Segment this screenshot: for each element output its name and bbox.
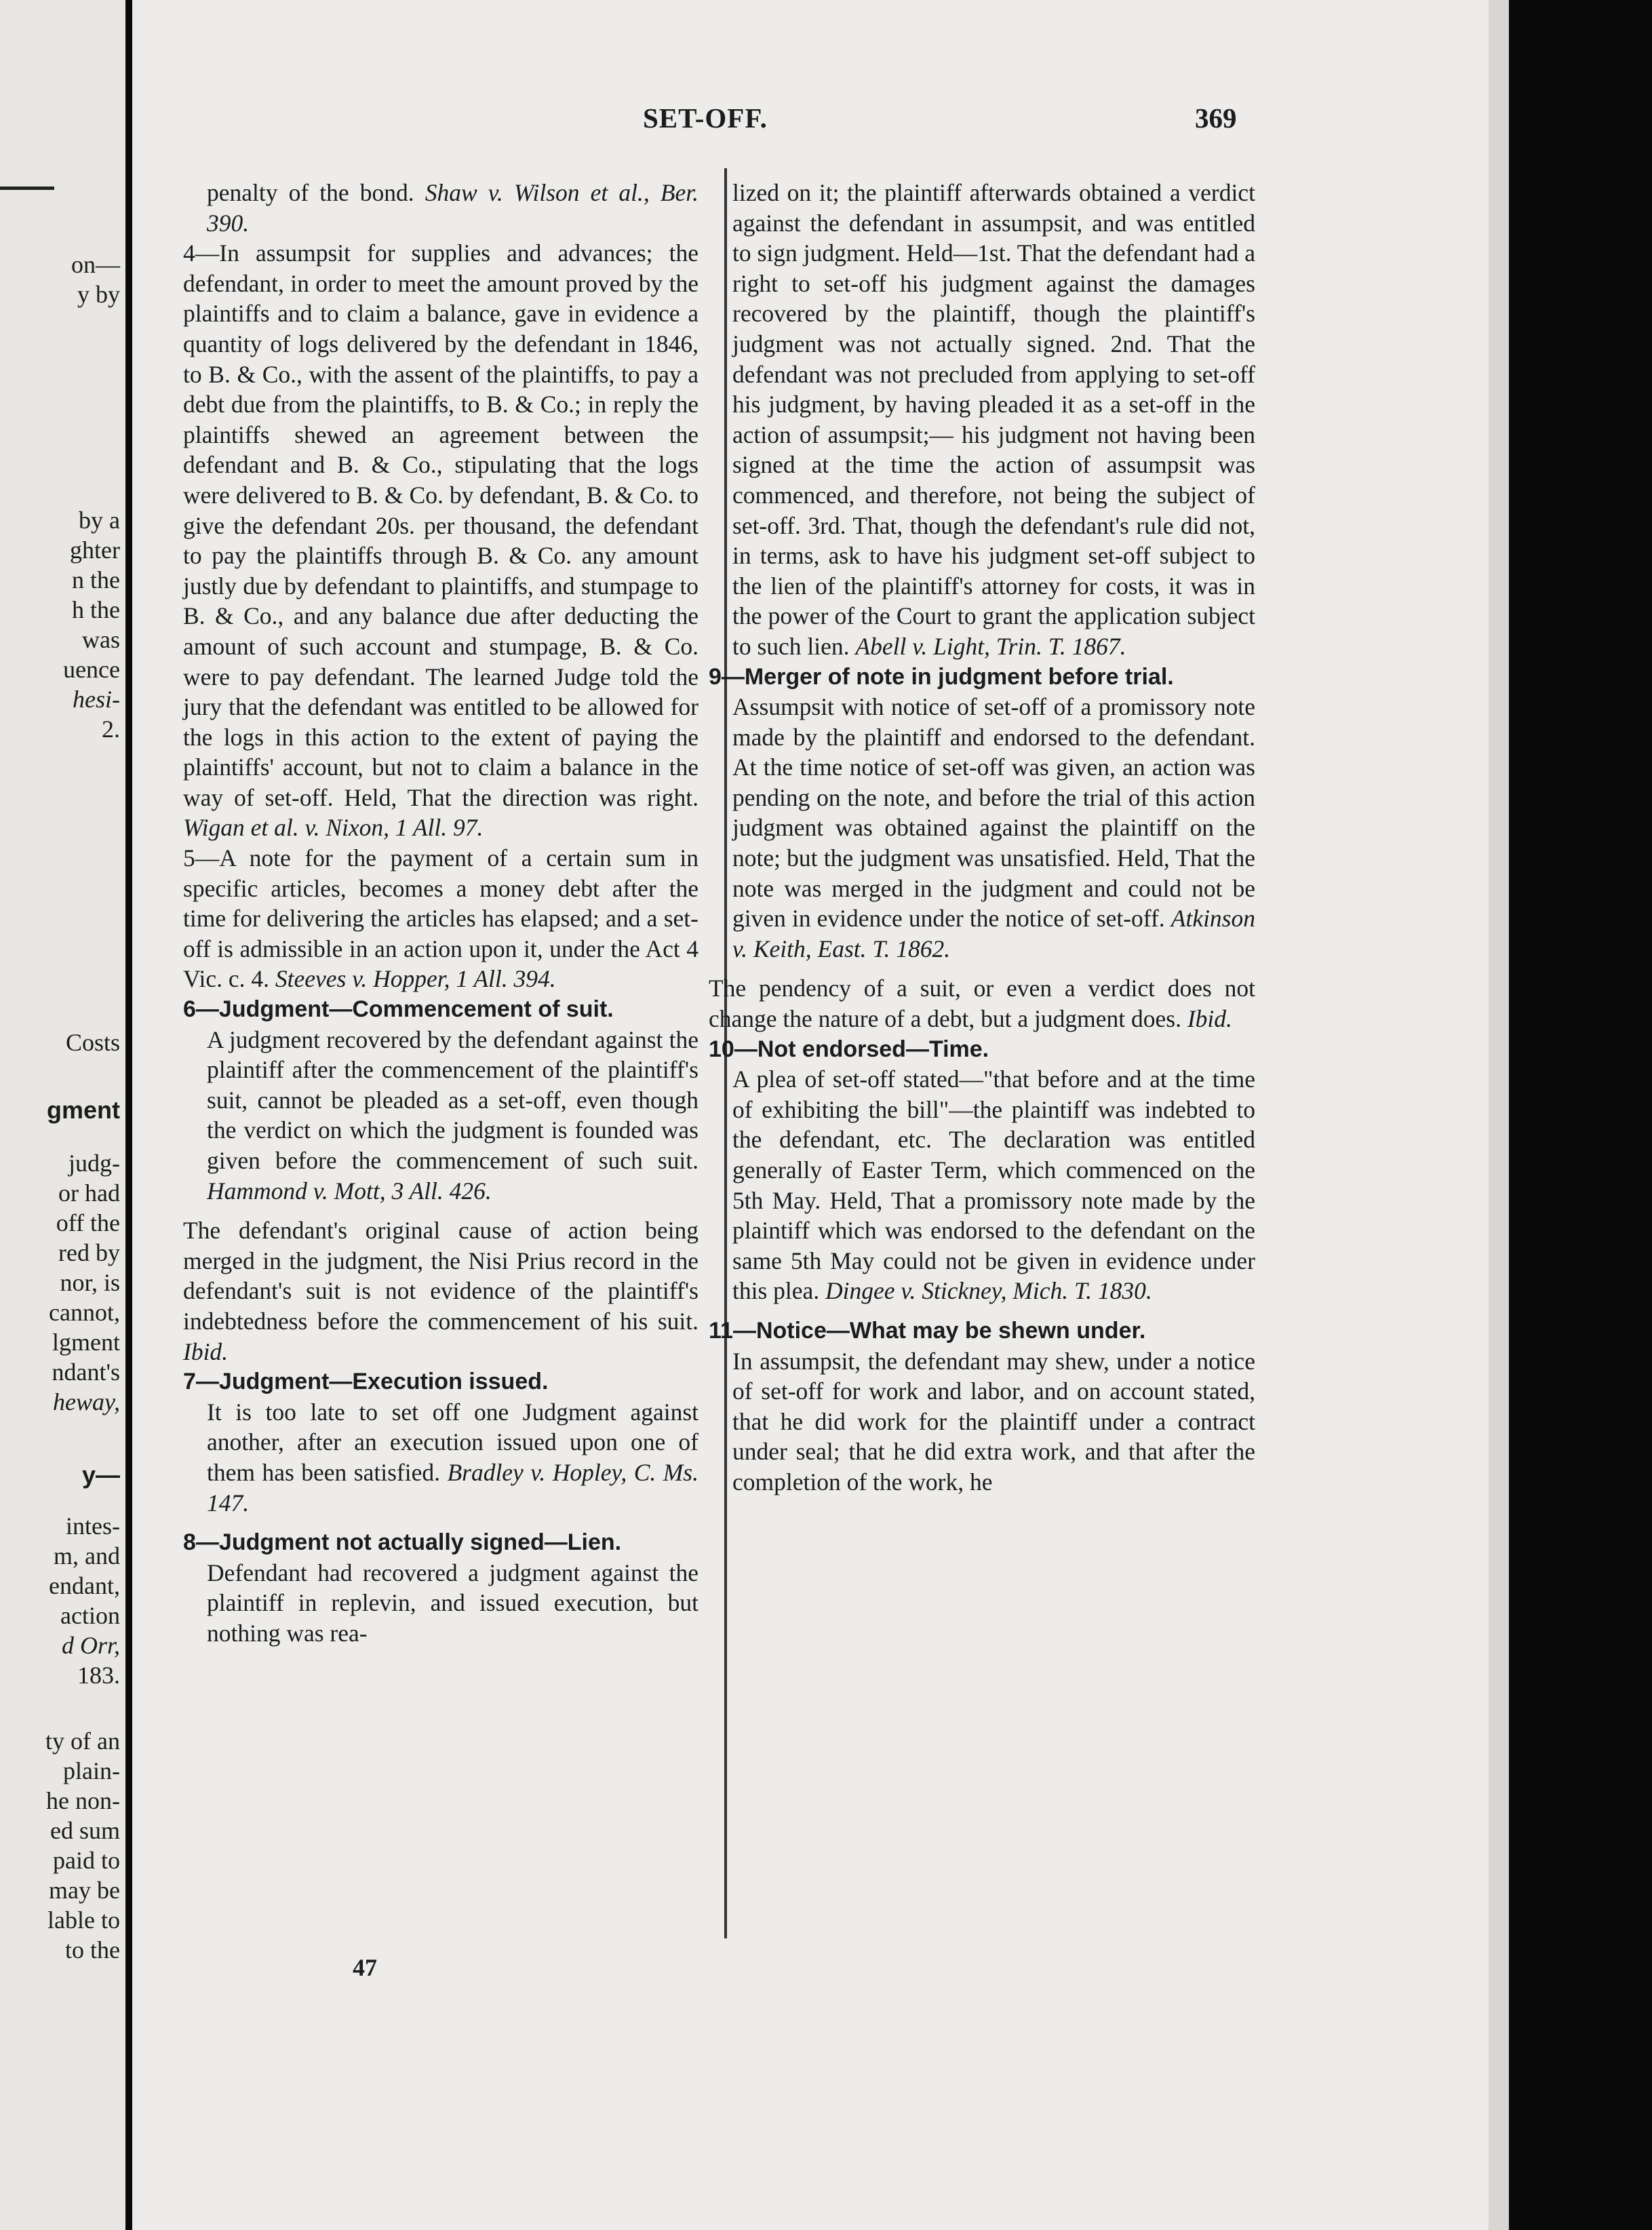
- case-citation: Dingee v. Stickney, Mich. T. 1830.: [825, 1277, 1152, 1305]
- prev-page-fragment: endant,: [49, 1572, 120, 1599]
- entry-11: [709, 1316, 1255, 1498]
- prev-page-fragment: y—: [81, 1461, 120, 1489]
- prev-page-fragment: hesi-: [73, 686, 120, 713]
- prev-page-fragment: or had: [58, 1179, 120, 1207]
- entry-5: [183, 843, 699, 994]
- entry-text: penalty of the bond.: [207, 179, 414, 206]
- prev-page-fragment: n the: [72, 566, 120, 593]
- entry-4: [183, 238, 699, 843]
- prev-page-fragment: h the: [72, 596, 120, 623]
- prev-page-fragment: m, and: [54, 1542, 120, 1569]
- prev-page-fragment: ndant's: [52, 1358, 120, 1386]
- prev-page-fragment: lgment: [52, 1329, 120, 1356]
- entry-text: A judgment recovered by the defendant against the plaintiff after the commencement of the plaintiff's suit, cannot be pleaded as a set-off, even though the verdict on which the judgment is founded was given before the commencement of such suit.: [207, 1025, 699, 1174]
- prev-page-fragment: gment: [47, 1096, 120, 1124]
- entry-heading: 10—Not endorsed—Time.: [709, 1036, 989, 1062]
- left-column: [183, 178, 699, 1658]
- case-citation: Atkinson v. Keith, East. T. 1862.: [732, 905, 1255, 962]
- entry-text: The pendency of a suit, or even a verdict does not change the nature of a debt, but a judgment does.: [709, 975, 1255, 1033]
- prev-page-fragment: y by: [77, 281, 120, 308]
- entry-text: In assumpsit, the defendant may shew, under a notice of set-off for work and labor, and on account stated, that he did work for the plaintiff under a contract under seal; that he did extra work, and that after the completion of the work, he: [732, 1347, 1255, 1495]
- prev-page-fragment: plain-: [63, 1757, 120, 1784]
- right-column: [709, 178, 1255, 1507]
- prev-page-fragment: paid to: [53, 1847, 120, 1874]
- running-header-title: SET-OFF.: [643, 102, 768, 134]
- case-citation: Hammond v. Mott, 3 All. 426.: [207, 1177, 492, 1205]
- prev-page-fragment: d Orr,: [61, 1632, 120, 1659]
- prev-page-fragment: cannot,: [49, 1299, 120, 1326]
- entry-number: 5—: [183, 844, 220, 872]
- prev-page-fragment: by a: [79, 507, 120, 534]
- case-citation: Ibid.: [183, 1337, 229, 1365]
- prev-page-fragment: uence: [63, 656, 120, 683]
- prev-page-fragment: off the: [56, 1209, 120, 1236]
- entry-text: In assumpsit for supplies and advances; the defendant, in order to meet the amount proved by the plaintiffs and to claim a balance, gave in evidence a quantity of logs delivered by the defendant in 1846, to B. & Co., with the assent of the plaintiffs, to pay a debt due from the plaintiffs, to B. & Co.; in reply the plaintiffs shewed an agreement between the defendant and B. & Co., stipulating that the logs were delivered to B. & Co. by defendant, B. & Co. to give the defendant 20s. per thousand, the defendant to pay the plaintiffs through B. & Co. any amount justly due by defendant to plaintiffs, and stumpage to B. & Co., and any balance due after deducting the amount of such account and stumpage, B. & Co. were to pay defendant. The learned Judge told the jury that the defendant was entitled to be allowed for the logs in this action to the extent of paying the plaintiffs' account, but not to claim a balance in the way of set-off. Held, That the direction was right.: [183, 239, 699, 811]
- entry-heading: 7—Judgment—Execution issued.: [183, 1369, 549, 1395]
- prev-page-fragment: intes-: [66, 1512, 120, 1540]
- prev-page-fragment: ghter: [70, 536, 120, 564]
- prev-page-fragment: 183.: [77, 1662, 120, 1689]
- page-edge: [1489, 0, 1509, 2230]
- entry-heading: 9—Merger of note in judgment before trial.: [709, 663, 1174, 690]
- prev-page-fragment: he non-: [46, 1787, 120, 1814]
- page-number: 369: [1195, 102, 1237, 134]
- entry-heading: 8—Judgment not actually signed—Lien.: [183, 1529, 622, 1556]
- continued-entry: [709, 178, 1255, 662]
- case-citation: Wigan et al. v. Nixon, 1 All. 97.: [183, 814, 484, 842]
- entry-text: Defendant had recovered a judgment against the plaintiff in replevin, and issued execution, but nothing was rea-: [207, 1559, 699, 1647]
- entry-text: A plea of set-off stated—"that before and at the time of exhibiting the bill"—the plaintiff was indebted to the defendant, etc. The declaration was entitled generally of Easter Term, which commenced on the 5th May. Held, That a promissory note made by the plaintiff which was endorsed to the defendant on the same 5th May could not be given in evidence under this plea.: [732, 1065, 1255, 1305]
- continued-entry: [183, 178, 699, 238]
- case-citation: Ibid.: [1187, 1005, 1232, 1033]
- prev-page-fragment: lable to: [47, 1906, 120, 1934]
- prev-page-fragment: ed sum: [50, 1817, 120, 1844]
- entry-text: The defendant's original cause of action being merged in the judgment, the Nisi Prius record in the defendant's suit is not evidence of the plaintiff's indebtedness before the commencement of his suit.: [183, 1217, 699, 1335]
- entry-text: It is too late to set off one Judgment against another, after an execution issued upon one of them has been satisfied.: [207, 1398, 699, 1486]
- prev-page-fragment: action: [60, 1602, 120, 1629]
- case-citation: Abell v. Light, Trin. T. 1867.: [855, 632, 1126, 660]
- entry-text: lized on it; the plaintiff afterwards obtained a verdict against the defendant in assumpsit, and was entitled to sign judgment. Held—1st. That the defendant had a right to set-off his judgment against the damages recovered by the plaintiff, though the plaintiff's judgment was not actually signed. 2nd. That the defendant was not precluded from applying to set-off his judgment, by having pleaded it as a set-off in the action of assumpsit;— his judgment not having been signed at the time the action of assumpsit was commenced, and therefore, not being the subject of set-off. 3rd. That, though the defendant's rule did not, in terms, ask to have his judgment set-off subject to the lien of the plaintiff's attorney for costs, it was in the power of the Court to grant the application subject to such lien.: [732, 179, 1255, 660]
- entry-7: [183, 1367, 699, 1518]
- case-citation: Shaw v. Wilson et al., Ber. 390.: [207, 179, 699, 237]
- entry-text: Assumpsit with notice of set-off of a promissory note made by the plaintiff and endorsed to the defendant. At the time notice of set-off was given, an action was pending on the note, and before the trial of this action judgment was obtained against the plaintiff on the note; but the judgment was unsatisfied. Held, That the note was merged in the judgment and could not be given in evidence under the notice of set-off.: [732, 693, 1255, 933]
- prev-page-fragment: red by: [58, 1239, 120, 1266]
- prev-page-fragment: may be: [49, 1877, 120, 1904]
- entry-number: 4—: [183, 239, 220, 267]
- entry-heading: 6—Judgment—Commencement of suit.: [183, 996, 614, 1023]
- signature-number: 47: [353, 1954, 377, 1981]
- prev-page-fragment: on—: [71, 251, 120, 278]
- entry-10: [709, 1034, 1255, 1306]
- prev-page-fragment: judg-: [68, 1150, 120, 1177]
- case-citation: Steeves v. Hopper, 1 All. 394.: [275, 965, 556, 993]
- previous-page-edge: [0, 0, 125, 2230]
- entry-8: [183, 1527, 699, 1648]
- case-citation: Bradley v. Hopley, C. Ms. 147.: [207, 1458, 699, 1517]
- prev-page-fragment: ty of an: [45, 1727, 120, 1755]
- plain-paragraph: [709, 973, 1255, 1034]
- prev-page-fragment: to the: [65, 1936, 120, 1963]
- prev-page-fragment: heway,: [53, 1388, 120, 1415]
- entry-text: A note for the payment of a certain sum in specific articles, becomes a money debt after the time for delivering the articles has elapsed; and a set-off is admissible in an action upon it, under the Act 4 Vic. c. 4.: [183, 844, 699, 993]
- entry-heading: 11—Notice—What may be shewn under.: [709, 1317, 1146, 1344]
- plain-paragraph: [183, 1215, 699, 1367]
- prev-page-fragment: was: [82, 626, 120, 653]
- prev-page-fragment: 2.: [102, 716, 120, 743]
- entry-9: [709, 662, 1255, 964]
- prev-page-fragment: Costs: [65, 1029, 120, 1056]
- previous-page-rule: [0, 187, 54, 190]
- entry-6: [183, 994, 699, 1206]
- prev-page-fragment: nor, is: [60, 1269, 120, 1296]
